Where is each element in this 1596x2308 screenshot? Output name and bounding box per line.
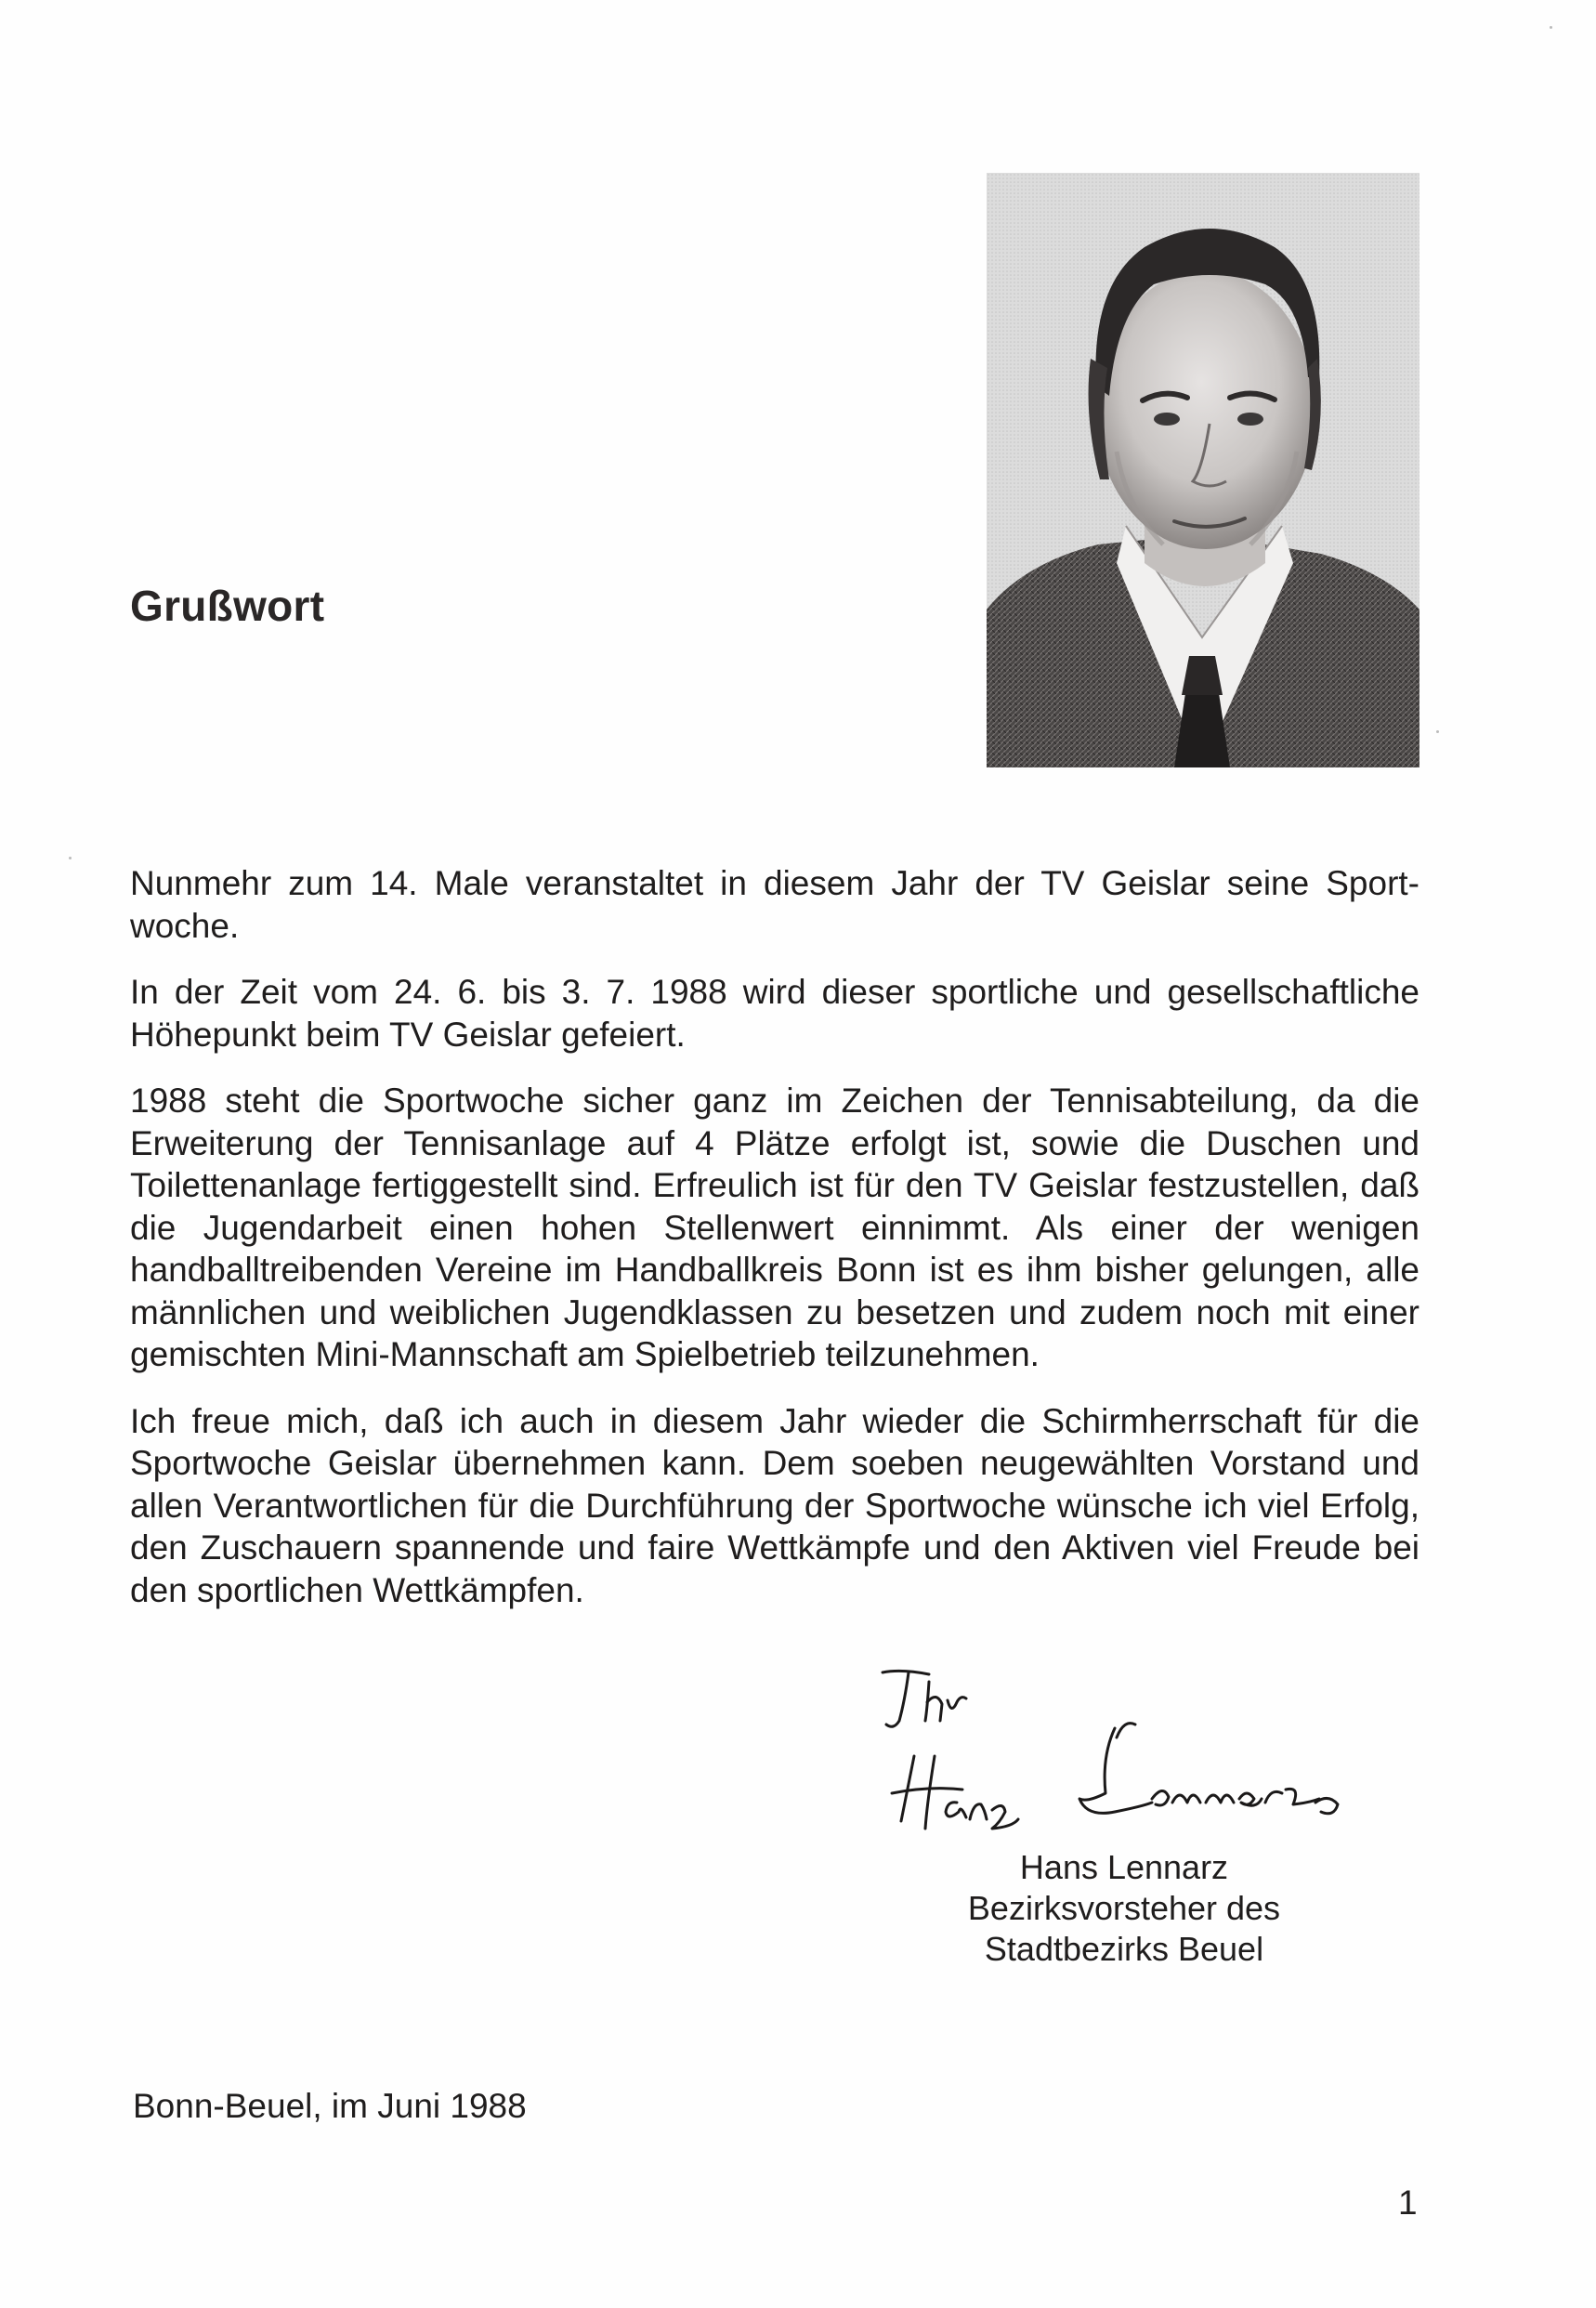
signer-title: Bezirksvorsteher des — [967, 1889, 1281, 1927]
signer-district: Stadtbezirks Beuel — [984, 1930, 1264, 1968]
paragraph: Ich freue mich, daß ich auch in diesem Jahr wieder die Schirmherrschaft für die Sportwoche Geislar übernehmen kann. Dem soeben neugewählten Vorstand und allen Verantwortlichen für die Durchführung der Sportwoche wünsche ich viel Erfolg, den Zuschauern spannende und faire Wettkämpfe und den Aktiven viel Freude bei den sportlichen Wettkämpfen. — [130, 1401, 1419, 1609]
page-title: Grußwort — [130, 582, 325, 630]
paragraph: Nunmehr zum 14. Male veranstaltet in diesem Jahr der TV Geislar seine Sport-woche. — [130, 864, 1419, 945]
paragraph: In der Zeit vom 24. 6. bis 3. 7. 1988 wird dieser sportliche und gesellschaftliche Höhepunkt beim TV Geislar gefeiert. — [130, 973, 1419, 1054]
scan-speck — [69, 857, 72, 859]
signer-name: Hans Lennarz — [1019, 1848, 1229, 1886]
portrait-photo — [987, 173, 1419, 767]
paragraph: 1988 steht die Sportwoche sicher ganz im Zeichen der Tennisabteilung, da die Erweiterung der Tennisanlage auf 4 Plätze erfolgt ist, sowie die Duschen und Toilettenanlage fertiggestellt sind. Erfreulich ist für den TV Geislar festzustellen, daß die Jugendarbeit einen hohen Stellenwert einnimmt. Als einer der wenigen handballtreibenden Vereine im Handballkreis Bonn ist es ihm bisher gelungen, alle männlichen und weiblichen Jugendklassen zu besetzen und zudem noch mit einer gemischten Mini-Mannschaft am Spielbetrieb teilzunehmen. — [130, 1082, 1419, 1373]
handwritten-signature — [873, 1663, 1393, 1849]
place-date: Bonn-Beuel, im Juni 1988 — [133, 2087, 527, 2125]
page-number: 1 — [1398, 2183, 1418, 2222]
letter-body — [130, 862, 1419, 1635]
scan-speck — [1550, 26, 1552, 29]
scan-speck — [1436, 730, 1439, 733]
signature-block — [938, 1847, 1310, 1970]
